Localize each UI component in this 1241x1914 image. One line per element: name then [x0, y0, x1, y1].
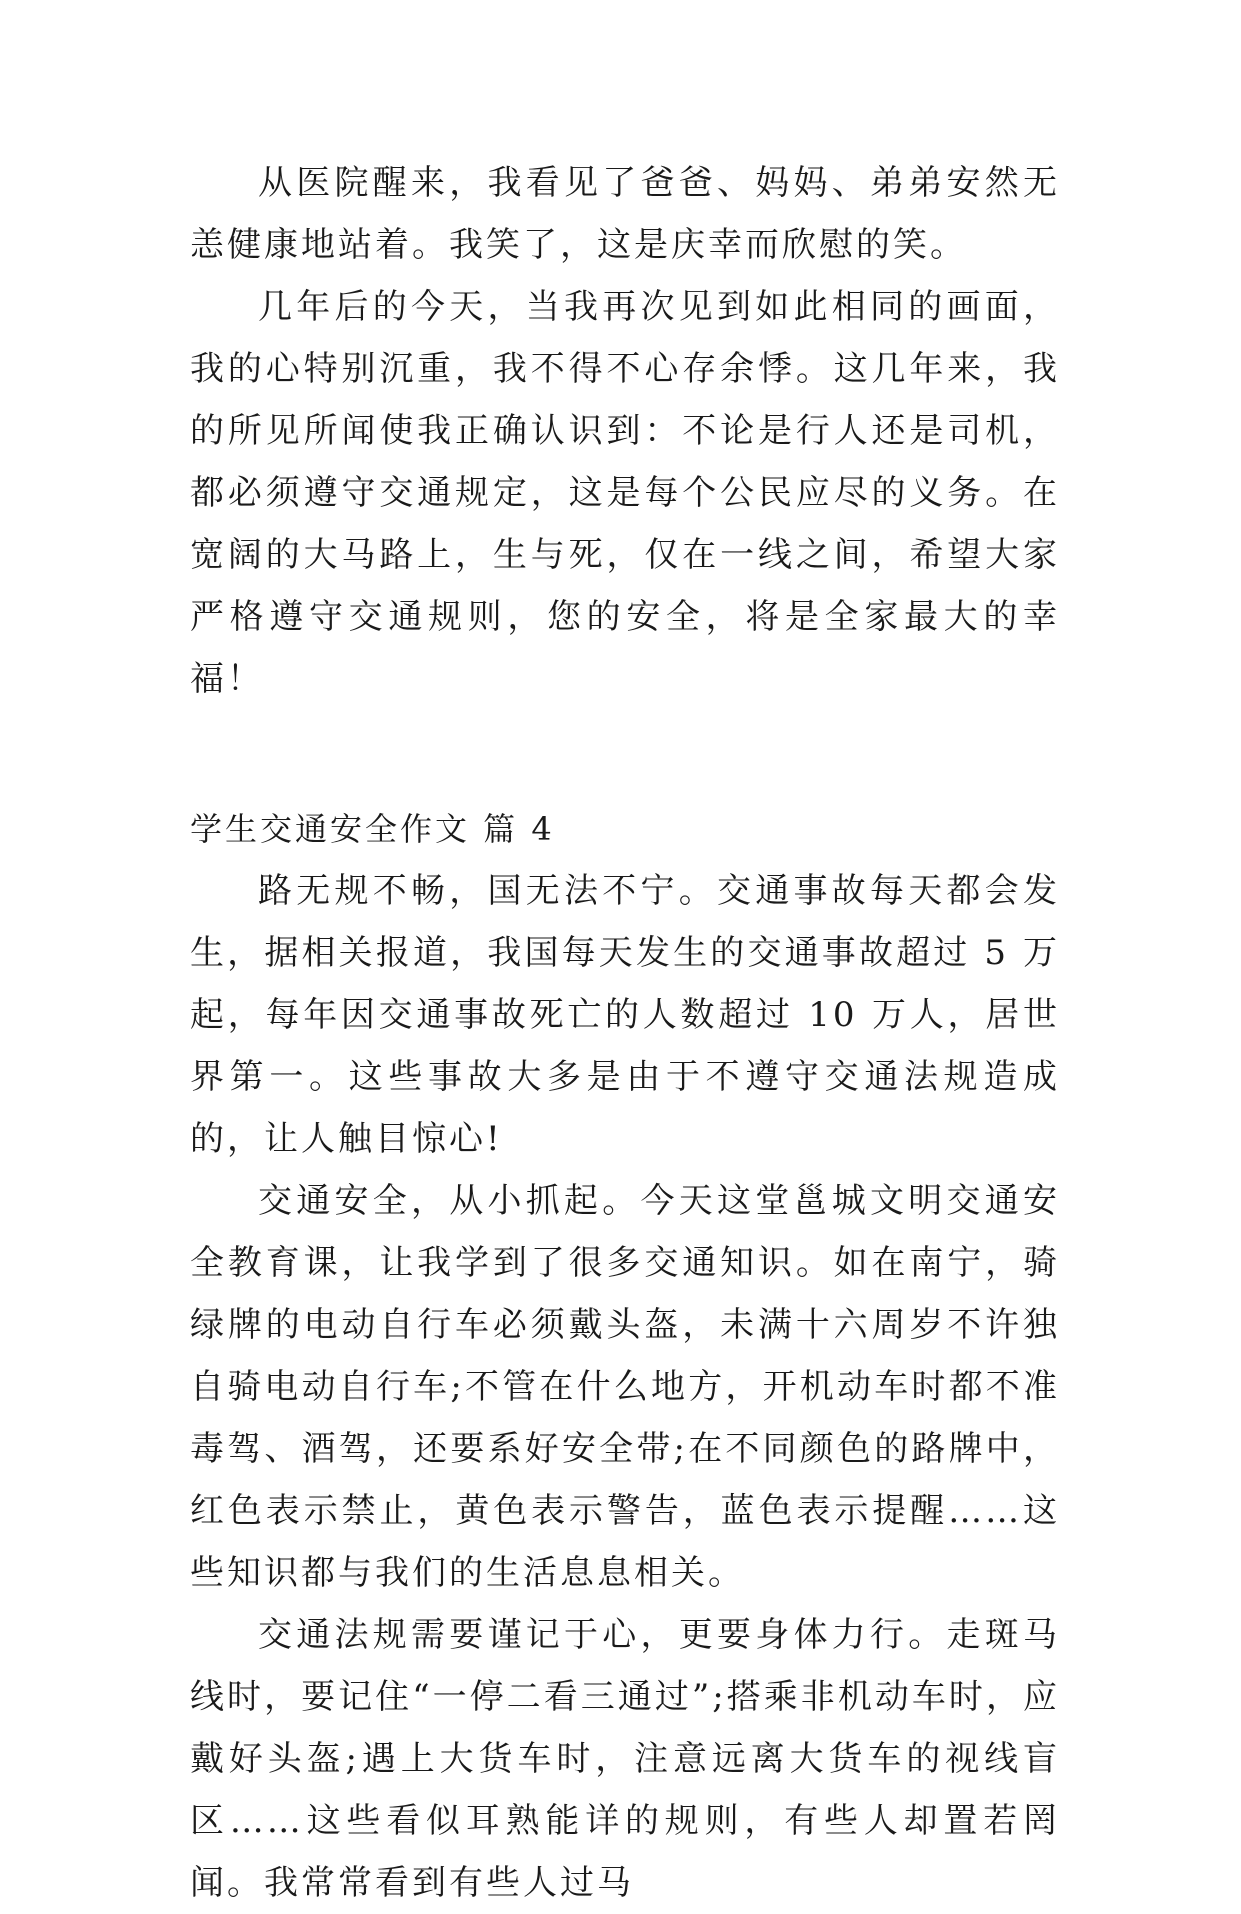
- paragraph: 交通法规需要谨记于心，更要身体力行。走斑马线时，要记住“一停二看三通过”;搭乘非机动车时，应戴好头盔;遇上大货车时，注意远离大货车的视线盲区……这些看似耳熟能详的规则，有些人却置若罔闻。我常常看到有些人过马: [190, 1615, 1060, 1903]
- paragraph: 交通安全，从小抓起。今天这堂邕城文明交通安全教育课，让我学到了很多交通知识。如在南宁，骑绿牌的电动自行车必须戴头盔，未满十六周岁不许独自骑电动自行车;不管在什么地方，开机动车时都不准毒驾、酒驾，还要系好安全带;在不同颜色的路牌中，红色表示禁止，黄色表示警告，蓝色表示提醒……这些知识都与我们的生活息息相关。: [190, 1181, 1060, 1593]
- document-page: [190, 152, 1060, 1914]
- paragraph: 几年后的今天，当我再次见到如此相同的画面，我的心特别沉重，我不得不心存余悸。这几年来，我的所见所闻使我正确认识到：不论是行人还是司机，都必须遵守交通规定，这是每个公民应尽的义务。在宽阔的大马路上，生与死，仅在一线之间，希望大家严格遵守交通规则，您的安全，将是全家最大的幸福！: [190, 287, 1060, 699]
- section-heading: 学生交通安全作文 篇 4: [190, 810, 555, 848]
- paragraph: 从医院醒来，我看见了爸爸、妈妈、弟弟安然无恙健康地站着。我笑了，这是庆幸而欣慰的笑。: [190, 163, 1060, 265]
- paragraph: 路无规不畅，国无法不宁。交通事故每天都会发生，据相关报道，我国每天发生的交通事故超过 5 万起，每年因交通事故死亡的人数超过 10 万人，居世界第一。这些事故大多是由于不遵守交通法规造成的，让人触目惊心!: [190, 871, 1060, 1159]
